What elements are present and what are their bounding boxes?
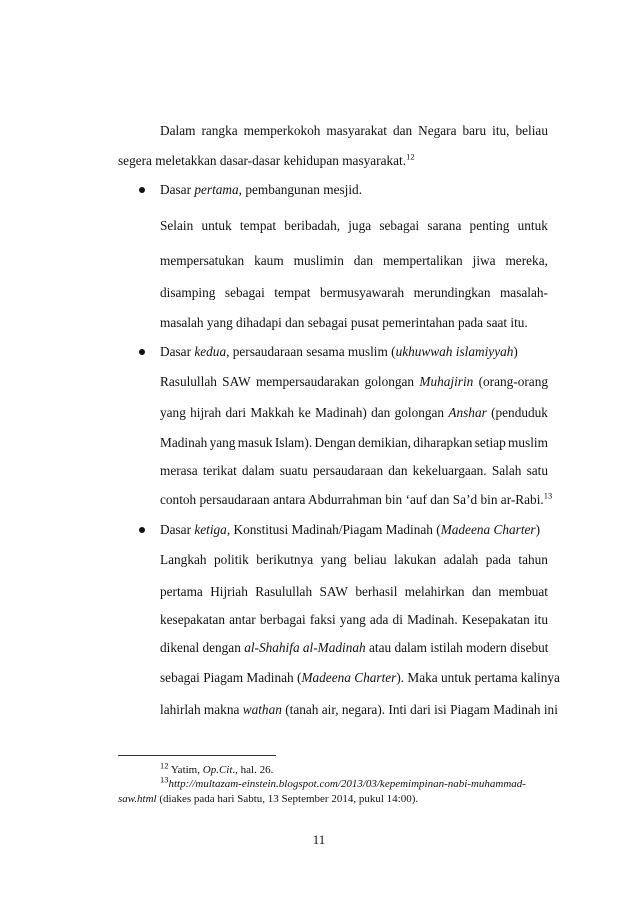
word: ada [369,612,389,627]
word: golongan [394,405,445,420]
word: Makkah [250,405,294,420]
word: rangka [201,123,238,138]
bullet-2-line-4 [160,463,548,479]
word: muslimin [293,253,344,268]
word: beribadah, [284,218,341,233]
word: mereka, [505,253,548,268]
word: setiap [474,435,506,450]
bullet-1-line-4: masalah yang dihadapi dan sebagai pusat pemerintahan pada saat itu. [160,315,528,330]
word: merasa [160,463,198,478]
bullet-2-dot [139,349,145,355]
word: yang [320,552,347,567]
word: sebagai [379,218,420,233]
word: mempertalikan [382,253,463,268]
word: tahun [518,552,548,567]
word: SAW [319,584,348,599]
word: juga [348,218,372,233]
word: memperkokoh [243,123,321,138]
word: faksi [309,612,336,627]
word: dan [392,123,413,138]
word: Madinah. [407,612,458,627]
bullet-2-line-5: contoh persaudaraan antara Abdurrahman bin ‘auf dan Sa’d bin ar-Rabi.$^{13}$ [160,490,553,507]
word: Negara [418,123,457,138]
word: Dengan [314,435,356,450]
bullet-3-line-3 [160,612,548,628]
bullet-2-heading: Dasar kedua, persaudaraan sesama muslim (ukhuwwah islamiyyah) [160,344,518,359]
bullet-3-line-1 [160,552,548,568]
bullet-3-line-2 [160,584,548,600]
word: Kesepakatan [461,612,530,627]
word: itu, [492,123,510,138]
word: ke [298,405,311,420]
intro-line-2: segera meletakkan dasar-dasar kehidupan masyarakat.$^{12}$ [118,151,415,168]
word: berbagai [259,612,306,627]
word: golongan [364,374,415,389]
word: antar [229,612,256,627]
bullet-1-line-1 [160,218,548,234]
footnote-12: $^{12}$ Yatim, Op.Cit., hal. 26. [160,760,274,776]
word: penting [469,218,510,233]
word: Selain [160,218,194,233]
word: sarana [427,218,462,233]
bullet-1-line-3 [160,285,548,301]
word: untuk [201,218,232,233]
word-italic: Muhajirin [419,374,474,389]
word: politik [214,552,249,567]
word: dan [471,584,492,599]
word: berikutnya [256,552,314,567]
bullet-1-line-2 [160,253,548,269]
word: hijrah [190,405,222,420]
word: dalam [242,463,275,478]
intro-line-1 [160,123,548,139]
word: persaudaraan [312,463,384,478]
word: Rasulullah [160,374,217,389]
page-number: 11 [312,832,326,847]
word: adalah [443,552,479,567]
word: Salah [491,463,522,478]
word: baru [462,123,487,138]
word-italic: Anshar [448,405,487,420]
word: Langkah [160,552,207,567]
word: terikat [202,463,237,478]
word: Dalam [160,123,196,138]
word: lakukan [394,552,437,567]
bullet-3-line-4: dikenal dengan al-Shahifa al-Madinah atau dalam istilah modern disebut [160,640,549,655]
bullet-2-line-1 [160,374,548,390]
word: diharapkan [413,435,473,450]
word: di [392,612,403,627]
word: (orang-orang [478,374,548,389]
word: sebagai [224,285,265,300]
word: satu [526,463,548,478]
footnote-13-line-1: $^{13}$http://multazam-einstein.blogspot.com/2013/03/kepemimpinan-nabi-muhammad- [160,774,526,790]
word: yang [160,405,186,420]
word: dan [371,405,391,420]
word: dan [388,463,408,478]
word: masyarakat [326,123,387,138]
word: bermusyawarah [319,285,405,300]
bullet-2-line-3 [160,435,548,451]
word: Islam). [274,435,313,450]
footnote-13-line-2: saw.html (diakes pada hari Sabtu, 13 September 2014, pukul 14:00). [118,793,419,805]
word: tempat [274,285,311,300]
word: yang [339,612,366,627]
bullet-3-line-5: sebagai Piagam Madinah (Madeena Charter). Maka untuk pertama kalinya [160,670,560,685]
word: beliau [515,123,548,138]
word: Madinah) [315,405,367,420]
footnote-separator [118,755,276,756]
word: mempersaudarakan [255,374,360,389]
word: dari [225,405,247,420]
word: tempat [239,218,277,233]
word: (penduduk [491,405,548,420]
word: disamping [160,285,216,300]
word: dan [353,253,373,268]
word: jiwa [472,253,496,268]
word: Rasulullah [255,584,313,599]
word: yang [209,435,236,450]
bullet-3-line-6: lahirlah makna wathan (tanah air, negara). Inti dari isi Piagam Madinah ini [160,702,558,717]
word: SAW [222,374,251,389]
bullet-3-heading: Dasar ketiga, Konstitusi Madinah/Piagam Madinah (Madeena Charter) [160,522,541,537]
word: masuk [237,435,273,450]
word: Madinah [160,435,208,450]
word: pertama [160,584,203,599]
word: kesepakatan [160,612,225,627]
word: beliau [354,552,387,567]
word: merundingkan [413,285,491,300]
word: berhasil [355,584,398,599]
word: suatu [279,463,308,478]
bullet-1-dot [139,187,145,193]
bullet-2-line-2 [160,405,548,421]
word: pada [485,552,511,567]
word: muslim [508,435,548,450]
word: masalah- [499,285,548,300]
word: melahirkan [404,584,465,599]
bullet-1-heading: Dasar pertama, pembangunan mesjid. [160,182,363,197]
word: untuk [517,218,548,233]
word: mempersatukan [160,253,245,268]
word: membuat [498,584,548,599]
word: itu [533,612,548,627]
word: kekeluargaan. [412,463,487,478]
word: demikian, [358,435,411,450]
word: kaum [254,253,284,268]
bullet-3-dot [139,527,145,533]
word: Hijriah [210,584,248,599]
